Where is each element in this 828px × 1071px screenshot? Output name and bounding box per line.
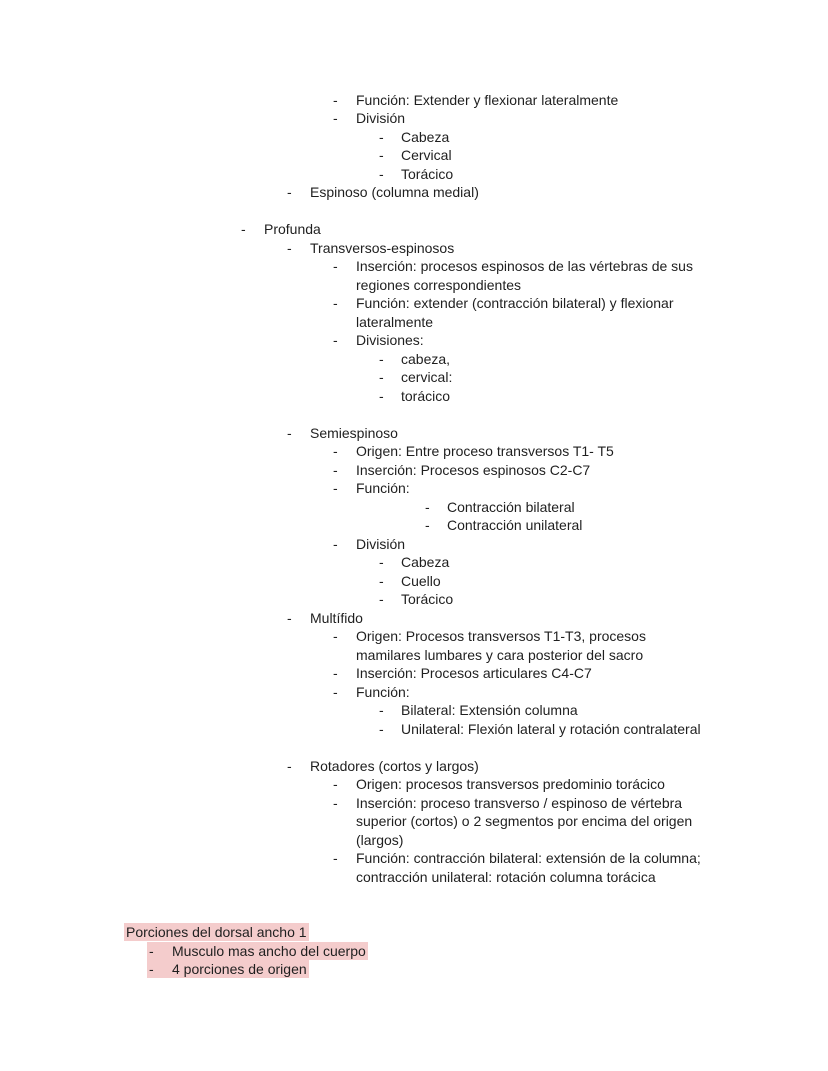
bullet-dash: - [287, 425, 292, 441]
list-item-text: Cuello [401, 573, 441, 589]
list-item-text: Rotadores (cortos y largos) [310, 758, 479, 774]
list-item [379, 590, 453, 608]
list-item-text: mamilares lumbares y cara posterior del sacro [356, 647, 644, 663]
bullet-dash: - [379, 147, 384, 163]
list-item [287, 239, 454, 257]
list-item [379, 128, 449, 146]
list-item [379, 368, 452, 386]
bullet-dash: - [287, 184, 292, 200]
list-item-text: Espinoso (columna medial) [310, 184, 479, 200]
list-item-text: regiones correspondientes [356, 277, 521, 293]
list-item-text: Transversos-espinosos [310, 240, 455, 256]
bullet-dash: - [333, 295, 338, 311]
list-item [287, 609, 363, 627]
list-item [333, 331, 424, 349]
bullet-dash: - [379, 591, 384, 607]
bullet-dash: - [379, 351, 384, 367]
list-item-text: Multífido [310, 610, 363, 626]
bullet-dash: - [241, 221, 246, 237]
list-item-text: Cabeza [401, 129, 450, 145]
list-item [333, 535, 405, 553]
bullet-dash: - [333, 332, 338, 348]
list-item [333, 109, 405, 127]
bullet-dash: - [287, 240, 292, 256]
highlighted-list-item [124, 923, 309, 941]
bullet-dash: - [333, 462, 338, 478]
list-item [379, 387, 450, 405]
bullet-dash: - [333, 776, 338, 792]
list-item [333, 461, 590, 479]
list-item [379, 720, 701, 738]
list-item-text: Inserción: proceso transverso / espinoso de vértebra [356, 795, 683, 811]
list-item [333, 683, 410, 701]
list-item-text: Musculo mas ancho del cuerpo [172, 943, 366, 959]
bullet-dash: - [333, 258, 338, 274]
list-item [356, 812, 692, 830]
bullet-dash: - [333, 443, 338, 459]
list-item [287, 183, 479, 201]
list-item [425, 498, 575, 516]
list-item-text: Inserción: Procesos articulares C4-C7 [356, 665, 592, 681]
list-item-text: Origen: procesos transversos predominio torácico [356, 776, 665, 792]
list-item-text: Origen: Entre proceso transversos T1- T5 [356, 443, 614, 459]
list-item [379, 701, 578, 719]
list-item-text: Semiespinoso [310, 425, 398, 441]
list-item [356, 868, 656, 886]
list-item [333, 257, 693, 275]
list-item-text: Contracción unilateral [447, 517, 583, 533]
bullet-dash: - [287, 610, 292, 626]
bullet-dash: - [333, 850, 338, 866]
bullet-dash: - [333, 92, 338, 108]
bullet-dash: - [379, 129, 384, 145]
list-item-text: Divisiones: [356, 332, 424, 348]
list-item-text: (largos) [356, 832, 404, 848]
bullet-dash: - [379, 166, 384, 182]
list-item [287, 757, 479, 775]
list-item [356, 276, 521, 294]
list-item [379, 146, 452, 164]
bullet-dash: - [287, 758, 292, 774]
list-item-text: Origen: Procesos transversos T1-T3, procesos [356, 628, 646, 644]
list-item [241, 220, 321, 238]
bullet-dash: - [333, 684, 338, 700]
list-item-text: Cervical [401, 147, 452, 163]
bullet-dash: - [379, 573, 384, 589]
bullet-dash: - [333, 110, 338, 126]
list-item-text: torácico [401, 388, 451, 404]
list-item-text: Función: [356, 480, 410, 496]
list-item-text: Función: contracción bilateral: extensión de la columna; [356, 850, 701, 866]
list-item [379, 572, 441, 590]
list-item [379, 553, 449, 571]
list-item [356, 831, 403, 849]
list-item [333, 479, 410, 497]
highlighted-list-item [147, 942, 368, 960]
bullet-dash: - [333, 665, 338, 681]
bullet-dash: - [333, 536, 338, 552]
bullet-dash: - [149, 961, 154, 977]
list-item [333, 775, 665, 793]
list-item [333, 849, 701, 867]
list-item [425, 516, 582, 534]
list-item-text: Torácico [401, 591, 454, 607]
list-item [333, 442, 614, 460]
list-item-text: Profunda [264, 221, 321, 237]
list-item [333, 794, 682, 812]
list-item-text: cervical: [401, 369, 453, 385]
bullet-dash: - [333, 480, 338, 496]
list-item-text: Unilateral: Flexión lateral y rotación contralateral [401, 721, 701, 737]
list-item-text: Bilateral: Extensión columna [401, 702, 578, 718]
list-item-text: Porciones del dorsal ancho 1 [126, 924, 307, 940]
list-item [379, 350, 450, 368]
bullet-dash: - [379, 721, 384, 737]
list-item [356, 313, 433, 331]
list-item [333, 627, 646, 645]
list-item [356, 646, 643, 664]
bullet-dash: - [425, 517, 430, 533]
bullet-dash: - [379, 702, 384, 718]
list-item-text: Cabeza [401, 554, 450, 570]
bullet-dash: - [333, 628, 338, 644]
list-item-text: Función: Extender y flexionar lateralmente [356, 92, 619, 108]
list-item-text: División [356, 536, 406, 552]
list-item [333, 664, 592, 682]
list-item-text: lateralmente [356, 314, 434, 330]
list-item-text: Función: extender (contracción bilateral) y flexionar [356, 295, 674, 311]
list-item-text: Inserción: Procesos espinosos C2-C7 [356, 462, 591, 478]
list-item [287, 424, 398, 442]
bullet-dash: - [379, 369, 384, 385]
list-item-text: cabeza, [401, 351, 451, 367]
bullet-dash: - [333, 795, 338, 811]
list-item-text: División [356, 110, 406, 126]
list-item [379, 165, 453, 183]
list-item-text: Contracción bilateral [447, 499, 575, 515]
list-item-text: Función: [356, 684, 410, 700]
bullet-dash: - [149, 943, 154, 959]
highlighted-list-item [147, 960, 309, 978]
list-item-text: Inserción: procesos espinosos de las vértebras de sus [356, 258, 693, 274]
list-item-text: contracción unilateral: rotación columna torácica [356, 869, 656, 885]
bullet-dash: - [379, 554, 384, 570]
bullet-dash: - [379, 388, 384, 404]
list-item [333, 91, 618, 109]
list-item-text: Torácico [401, 166, 454, 182]
bullet-dash: - [425, 499, 430, 515]
list-item-text: superior (cortos) o 2 segmentos por encima del origen [356, 813, 693, 829]
list-item [333, 294, 674, 312]
list-item-text: 4 porciones de origen [172, 961, 307, 977]
